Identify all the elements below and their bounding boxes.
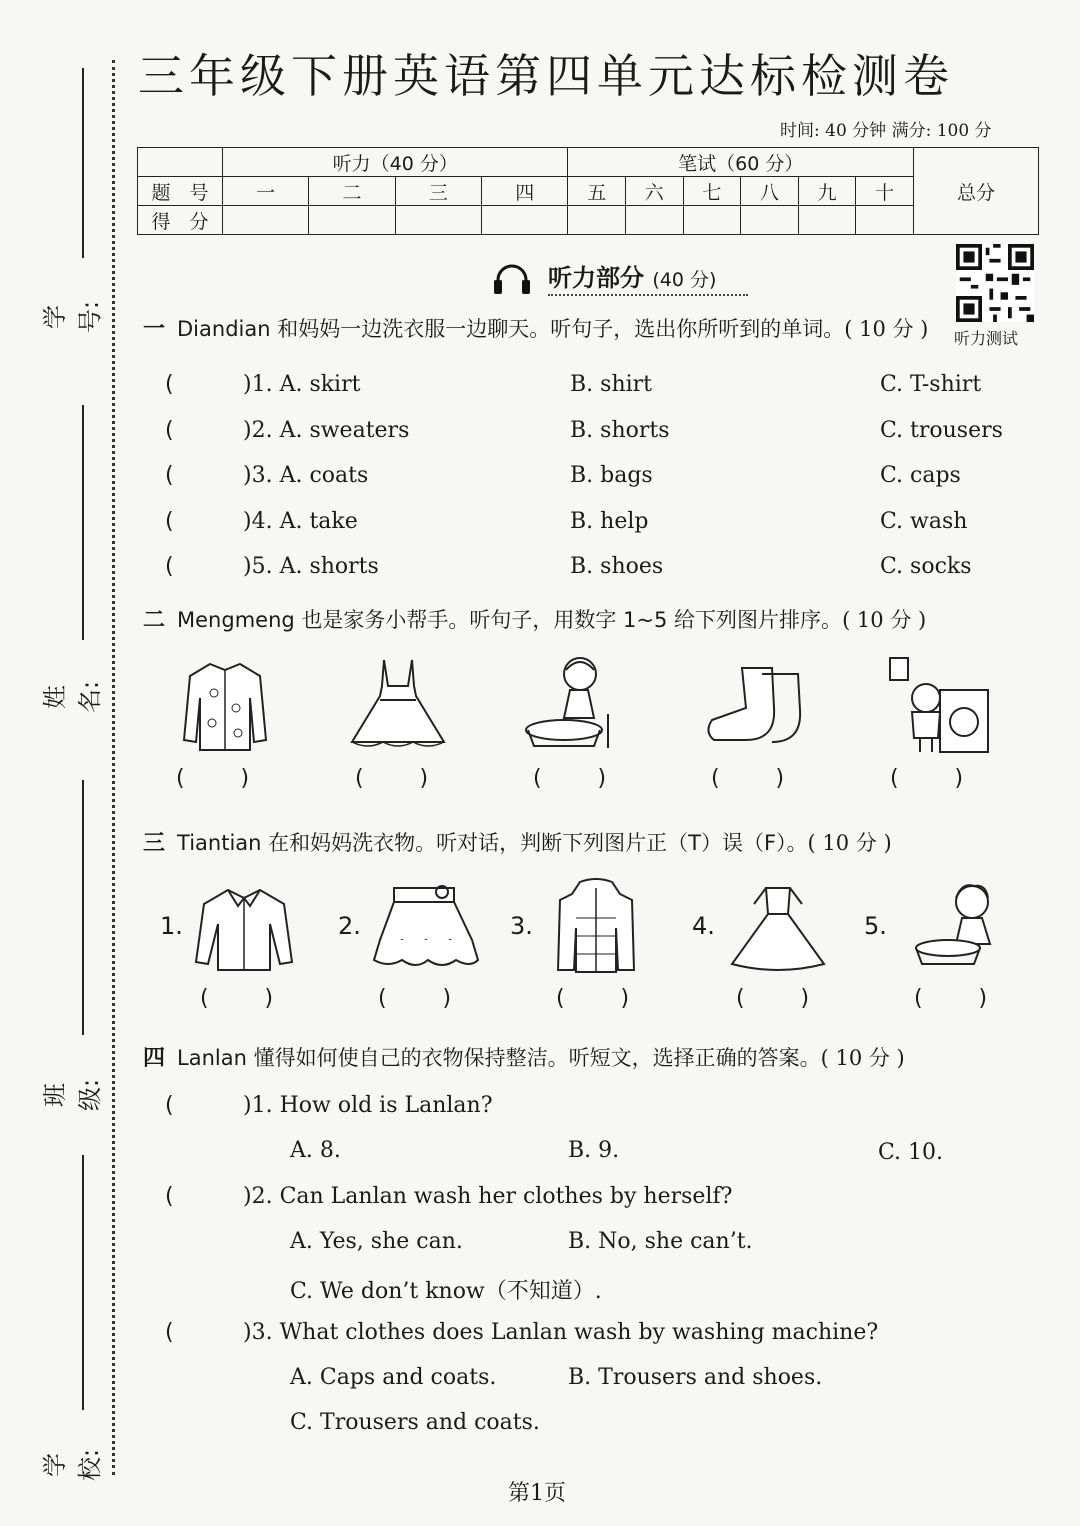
q4-option: A. Caps and coats. [290, 1365, 497, 1390]
score-cell[interactable] [741, 206, 799, 235]
answer-bracket[interactable]: ( [165, 509, 174, 534]
q4-option: A. 8. [290, 1138, 341, 1163]
q4-question: )3. What clothes does Lanlan wash by washing machine? [243, 1320, 879, 1345]
answer-bracket[interactable]: ( ) [914, 986, 988, 1011]
girl-washing-clothes-icon [522, 652, 627, 752]
question-2-heading: 二 Mengmeng 也是家务小帮手。听句子，用数字 1~5 给下列图片排序。( 10 分 ) [143, 608, 927, 633]
q1-item: ( )2. A. sweaters B. shorts C. trousers [165, 418, 1003, 443]
answer-bracket[interactable]: ( ) [378, 986, 452, 1011]
ruffled-skirt-icon [372, 880, 482, 970]
score-cell[interactable] [568, 206, 626, 235]
name-label: 姓名: [41, 680, 104, 714]
q4-question: )2. Can Lanlan wash her clothes by herself? [243, 1184, 733, 1209]
score-cell[interactable] [223, 206, 309, 235]
qr-code-icon[interactable] [956, 244, 1034, 322]
q1-item: ( )5. A. shorts B. shoes C. socks [165, 554, 972, 579]
q4-option: B. No, she can’t. [568, 1229, 753, 1254]
answer-bracket[interactable]: ( ) [736, 986, 810, 1011]
student-id-line[interactable] [82, 68, 84, 258]
boy-washing-clothes-icon [912, 878, 1004, 970]
row-score-label: 得 分 [138, 206, 223, 235]
q4-option: B. Trousers and shoes. [568, 1365, 823, 1390]
girl-washing-machine-icon [882, 654, 992, 758]
row-number-label: 题 号 [138, 177, 223, 206]
score-cell[interactable] [309, 206, 395, 235]
binding-cut-line [112, 60, 115, 1475]
q4-option: C. Trousers and coats. [290, 1410, 540, 1435]
q4-option: C. We don’t know（不知道）. [290, 1279, 602, 1304]
question-number: 七 [683, 177, 741, 206]
total-header: 总分 [914, 148, 1039, 235]
answer-bracket[interactable]: ( ) [355, 766, 429, 791]
score-cell[interactable] [683, 206, 741, 235]
picture-number: 3. [510, 912, 533, 940]
page-number: 第1页 [508, 1481, 566, 1506]
question-number: 八 [741, 177, 799, 206]
answer-bracket[interactable]: ( [165, 1320, 174, 1345]
answer-bracket[interactable]: ( ) [890, 766, 964, 791]
picture-number: 4. [692, 912, 715, 940]
answer-bracket[interactable]: ( ) [533, 766, 607, 791]
answer-bracket[interactable]: ( ) [556, 986, 630, 1011]
class-line[interactable] [82, 780, 84, 1035]
picture-number: 5. [864, 912, 887, 940]
question-number: 四 [482, 177, 568, 206]
question-number: 九 [798, 177, 856, 206]
score-cell[interactable] [482, 206, 568, 235]
answer-bracket[interactable]: ( ) [176, 766, 250, 791]
shirt-icon [192, 886, 296, 974]
answer-bracket[interactable]: ( ) [711, 766, 785, 791]
school-line[interactable] [82, 1155, 84, 1410]
answer-bracket[interactable]: ( [165, 372, 174, 397]
gown-dress-icon [728, 884, 828, 972]
school-label: 学校: [41, 1448, 104, 1482]
picture-number: 1. [160, 912, 183, 940]
score-cell[interactable] [395, 206, 481, 235]
q4-option: B. 9. [568, 1138, 620, 1163]
q4-option: A. Yes, she can. [290, 1229, 463, 1254]
q1-item: ( )1. A. skirt B. shirt C. T-shirt [165, 372, 982, 397]
answer-bracket[interactable]: ( [165, 418, 174, 443]
q4-option: C. 10. [878, 1140, 944, 1165]
question-number: 一 [223, 177, 309, 206]
question-4-heading: 四 Lanlan 懂得如何使自己的衣物保持整洁。听短文，选择正确的答案。( 10 分 ) [143, 1046, 905, 1071]
question-number: 十 [856, 177, 914, 206]
answer-bracket[interactable]: ( ) [200, 986, 274, 1011]
socks-icon [702, 662, 808, 744]
question-number: 六 [626, 177, 684, 206]
student-id-label: 学号: [41, 300, 104, 334]
class-label: 班级: [41, 1078, 104, 1112]
time-info: 时间: 40 分钟 满分: 100 分 [780, 121, 992, 141]
answer-bracket[interactable]: ( [165, 1184, 174, 1209]
q4-question: )1. How old is Lanlan? [243, 1093, 493, 1118]
answer-bracket[interactable]: ( [165, 554, 174, 579]
headphones-icon [492, 262, 532, 296]
picture-number: 2. [338, 912, 361, 940]
answer-bracket[interactable]: ( [165, 1093, 174, 1118]
name-line[interactable] [82, 405, 84, 640]
writing-header: 笔试（60 分） [568, 148, 914, 177]
score-cell[interactable] [798, 206, 856, 235]
q1-item: ( )4. A. take B. help C. wash [165, 509, 968, 534]
puffer-coat-icon [556, 878, 636, 974]
question-3-heading: 三 Tiantian 在和妈妈洗衣物。听对话，判断下列图片正（T）误（F）。( 10 分 ) [143, 831, 892, 856]
question-number: 三 [395, 177, 481, 206]
question-1-heading: 一 Diandian 和妈妈一边洗衣服一边聊天。听句子，选出你所听到的单词。( 10 分 ) [143, 317, 929, 342]
listening-section-title: 听力部分 (40 分) [548, 264, 717, 292]
score-cell[interactable] [626, 206, 684, 235]
question-number: 五 [568, 177, 626, 206]
section-underline [548, 294, 748, 296]
listening-header: 听力（40 分） [223, 148, 568, 177]
listening-section-score: (40 分) [652, 269, 717, 291]
chinese-jacket-icon [180, 658, 270, 753]
page-title: 三年级下册英语第四单元达标检测卷 [138, 49, 954, 103]
score-cell[interactable] [856, 206, 914, 235]
score-table [137, 147, 1039, 235]
dress-icon [348, 656, 448, 752]
q1-item: ( )3. A. coats B. bags C. caps [165, 463, 961, 488]
listening-test-label: 听力测试 [954, 329, 1019, 348]
question-number: 二 [309, 177, 395, 206]
answer-bracket[interactable]: ( [165, 463, 174, 488]
